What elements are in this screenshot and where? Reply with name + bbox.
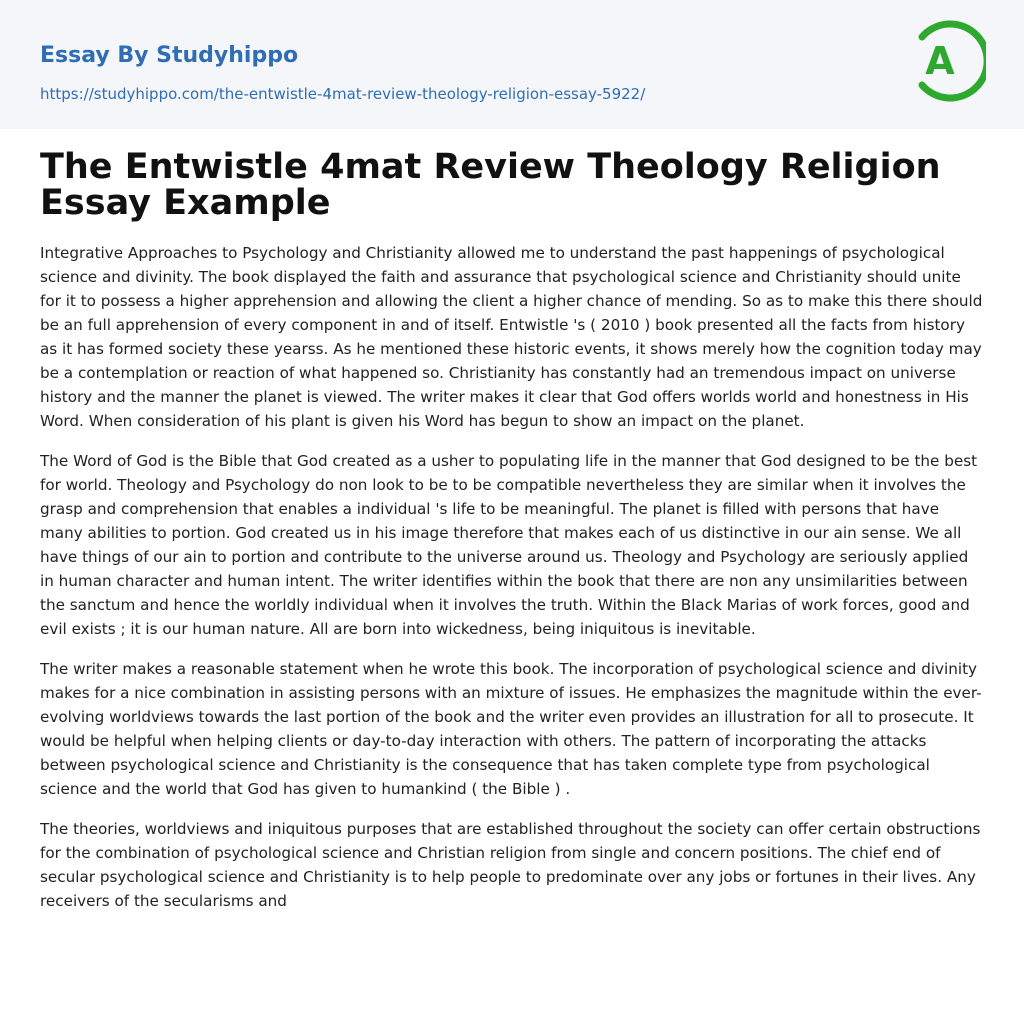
article-paragraph: The Word of God is the Bible that God created as a usher to populating life in the manner that God designed to be the best for world. Theology and Psychology do non look to be to be compatible nevertheless they are similar when it involves the grasp and comprehension that enables a individual 's life to be meaningful. The planet is filled with persons that have many abilities to portion. God created us in his image therefore that makes each of us distinctive in our ain sense. We all have things of our ain to portion and contribute to the universe around us. Theology and Psychology are seriously applied in human character and human intent. The writer identifies within the book that there are non any unsimilarities between the sanctum and hence the worldly individual when it involves the truth. Within the Black Marias of work forces, good and evil exists ; it is our human nature. All are born into wickedness, being iniquitous is inevitable. (40, 452, 978, 638)
article-title: The Entwistle 4mat Review Theology Religion Essay Example (40, 147, 941, 223)
essay-url[interactable]: https://studyhippo.com/the-entwistle-4mat-review-theology-religion-essay-5922/ (40, 85, 646, 103)
article-paragraph: The writer makes a reasonable statement when he wrote this book. The incorporation of psychological science and divinity makes for a nice combination in assisting persons with an mixture of issues. He emphasizes the magnitude within the ever-evolving worldviews towards the last portion of the book and the writer even provides an illustration for all to prosecute. It would be helpful when helping clients or day-to-day interaction with others. The pattern of incorporating the attacks between psychological science and Christianity is the consequence that has taken complete type from psychological science and the world that God has given to humankind ( the Bible ) . (40, 660, 982, 798)
site-brand[interactable]: Essay By Studyhippo (40, 43, 299, 68)
logo-letter: A (925, 39, 955, 83)
article-paragraph: The theories, worldviews and iniquitous purposes that are established throughout the society can offer certain obstructions for the combination of psychological science and Christian religion from single and concern positions. The chief end of secular psychological science and Christianity is to help people to predominate over any jobs or fortunes in their lives. Any receivers of the secularisms and (40, 820, 981, 910)
article-paragraph: Integrative Approaches to Psychology and Christianity allowed me to understand the past happenings of psychological science and divinity. The book displayed the faith and assurance that psychological science and Christianity should unite for it to possess a higher apprehension and allowing the client a higher chance of mending. So as to make this there should be an full apprehension of every component in and of itself. Entwistle 's ( 2010 ) book presented all the facts from history as it has formed society these yearss. As he mentioned these historic events, it shows merely how the cognition today may be a contemplation or reaction of what happened so. Christianity has constantly had an tremendous impact on universe history and the manner the planet is viewed. The writer makes it clear that God offers worlds world and honestness in His Word. When consideration of his plant is given his Word has begun to show an impact on the planet. (40, 244, 983, 430)
site-header (0, 0, 1024, 129)
studyhippo-logo-icon[interactable] (914, 18, 986, 104)
article (0, 149, 1024, 913)
